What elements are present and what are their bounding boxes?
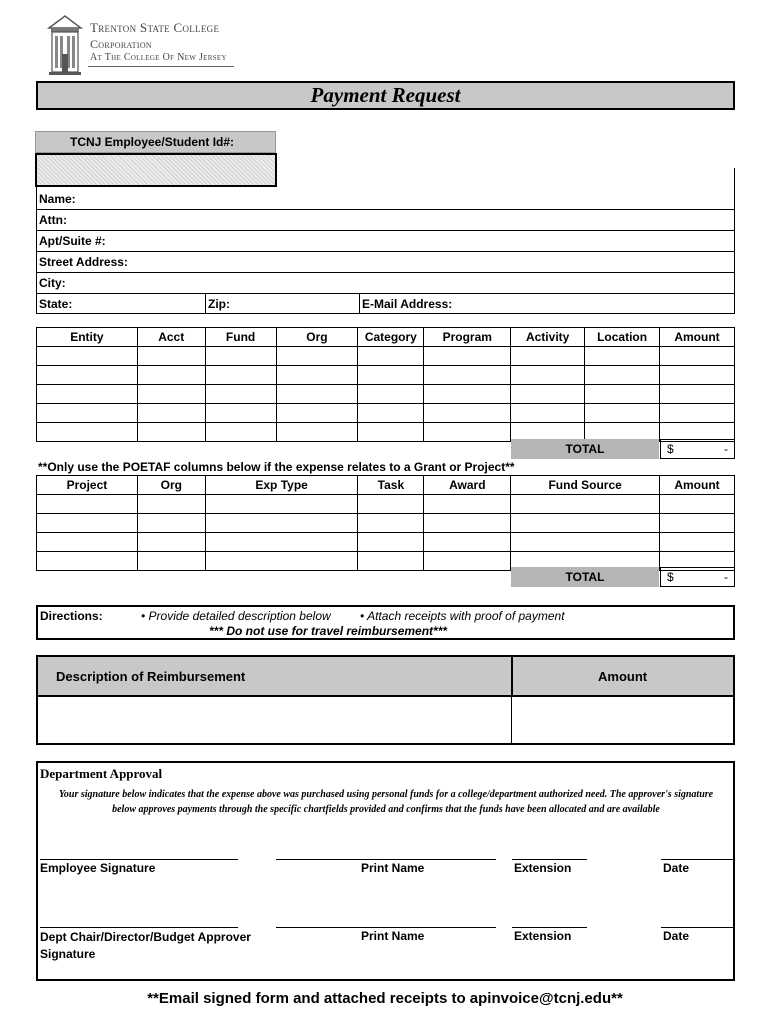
extension-line[interactable]	[512, 859, 587, 860]
col-acct: Acct	[137, 328, 205, 347]
name-field[interactable]	[37, 189, 734, 210]
logo-text-line2: Corporation	[90, 37, 152, 51]
attn-field[interactable]	[37, 210, 734, 231]
extension-label: Extension	[514, 861, 572, 875]
chartfield-header-row	[37, 328, 735, 347]
approver-signature-label-line1: Dept Chair/Director/Budget Approver	[40, 930, 251, 944]
poetaf-header-row	[37, 476, 735, 495]
address-block	[36, 168, 735, 314]
email-label: E-Mail Address:	[359, 294, 452, 314]
employee-id-label: TCNJ Employee/Student Id#:	[35, 131, 276, 153]
date-label: Date	[663, 861, 690, 875]
city-field[interactable]	[37, 273, 734, 294]
state-zip-email-row	[37, 294, 734, 315]
column-divider	[511, 697, 512, 743]
col-fund-source: Fund Source	[511, 476, 660, 495]
date-line[interactable]	[661, 859, 735, 860]
logo-text-line3: At The College Of New Jersey	[90, 52, 227, 63]
apt-field[interactable]	[37, 231, 734, 252]
employee-signature-line[interactable]	[40, 859, 238, 860]
name-label: Name:	[39, 192, 76, 206]
poetaf-total-amount: -	[724, 570, 728, 584]
column-divider	[511, 657, 513, 697]
col-amount: Amount	[660, 476, 735, 495]
description-section	[36, 655, 735, 745]
col-org: Org	[276, 328, 358, 347]
chartfield-total-amount: -	[724, 442, 728, 456]
approval-text: Your signature below indicates that the expense above was purchased using personal funds for a college/department authorized need. The approver's signature below approves payments through the specific chartfields provided and confirms that the funds have been allocated and are available	[58, 789, 714, 815]
employee-signature-label: Employee Signature	[40, 861, 156, 875]
description-header-row	[38, 657, 733, 697]
directions-box	[36, 605, 735, 640]
table-row[interactable]	[37, 533, 735, 552]
chartfield-total-currency: $	[667, 442, 674, 456]
approver-signature-label	[40, 929, 251, 963]
department-approval-section	[36, 761, 735, 981]
travel-warning: *** Do not use for travel reimbursement***	[209, 624, 448, 638]
approver-signature-line[interactable]	[40, 927, 238, 928]
approver-print-name-line[interactable]	[276, 927, 496, 928]
col-org: Org	[137, 476, 205, 495]
col-amount: Amount	[660, 328, 735, 347]
poetaf-total-value	[660, 567, 735, 587]
street-field[interactable]	[37, 252, 734, 273]
description-input[interactable]	[38, 697, 511, 743]
amount-input[interactable]	[513, 697, 733, 743]
zip-label: Zip:	[205, 294, 230, 314]
logo-rule	[88, 66, 234, 67]
approval-title: Department Approval	[40, 766, 163, 781]
directions-item-2: • Attach receipts with proof of payment	[360, 609, 565, 623]
poetaf-total-label: TOTAL	[511, 567, 659, 587]
col-fund: Fund	[205, 328, 276, 347]
directions-item-2-text: Attach receipts with proof of payment	[367, 609, 565, 623]
table-row[interactable]	[37, 385, 735, 404]
col-project: Project	[37, 476, 138, 495]
college-building-logo-icon	[47, 14, 83, 76]
print-name-label: Print Name	[361, 861, 425, 875]
approver-signature-label-line2: Signature	[40, 947, 96, 961]
poetaf-total-currency: $	[667, 570, 674, 584]
form-title: Payment Request	[36, 81, 735, 110]
apt-label: Apt/Suite #:	[39, 234, 106, 248]
approver-extension-line[interactable]	[512, 927, 587, 928]
col-category: Category	[358, 328, 424, 347]
approver-print-name-label: Print Name	[361, 929, 425, 943]
description-header: Description of Reimbursement	[56, 669, 246, 684]
col-program: Program	[424, 328, 511, 347]
directions-label: Directions:	[40, 609, 103, 623]
table-row[interactable]	[37, 404, 735, 423]
amount-header: Amount	[598, 669, 648, 684]
approver-date-label: Date	[663, 929, 690, 943]
table-row[interactable]	[37, 514, 735, 533]
table-row[interactable]	[37, 366, 735, 385]
approver-extension-label: Extension	[514, 929, 572, 943]
col-exp-type: Exp Type	[205, 476, 358, 495]
attn-label: Attn:	[39, 213, 67, 227]
table-row[interactable]	[37, 347, 735, 366]
city-label: City:	[39, 276, 66, 290]
employee-id-input[interactable]	[35, 153, 277, 187]
logo-text-line1: Trenton State College	[90, 20, 220, 35]
street-label: Street Address:	[39, 255, 128, 269]
col-award: Award	[424, 476, 511, 495]
col-activity: Activity	[511, 328, 585, 347]
chartfield-total-value	[660, 439, 735, 459]
grant-note: **Only use the POETAF columns below if the expense relates to a Grant or Project**	[38, 460, 515, 474]
directions-item-1-text: Provide detailed description below	[148, 609, 331, 623]
print-name-line[interactable]	[276, 859, 496, 860]
col-task: Task	[358, 476, 424, 495]
email-instruction-footer: **Email signed form and attached receipts to apinvoice@tcnj.edu**	[147, 990, 623, 1007]
col-location: Location	[585, 328, 660, 347]
approver-date-line[interactable]	[661, 927, 735, 928]
directions-item-1: • Provide detailed description below	[141, 609, 331, 623]
table-row[interactable]	[37, 495, 735, 514]
col-entity: Entity	[37, 328, 138, 347]
state-label: State:	[39, 297, 73, 311]
poetaf-table	[36, 475, 735, 571]
chartfield-table	[36, 327, 735, 442]
chartfield-total-label: TOTAL	[511, 439, 659, 459]
